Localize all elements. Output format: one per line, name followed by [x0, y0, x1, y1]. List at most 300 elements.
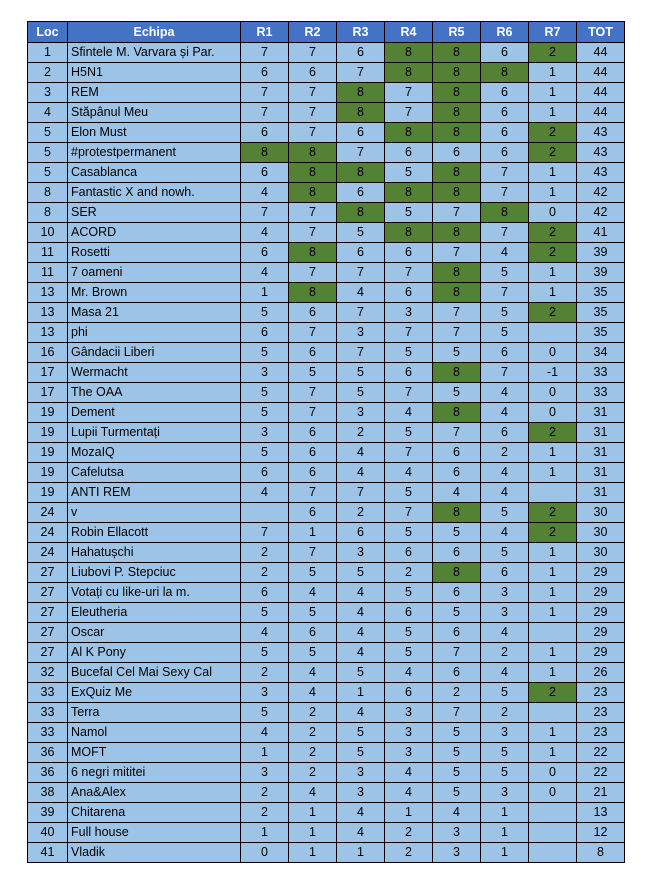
rank-cell: 39 — [28, 803, 68, 823]
round-score-cell: 8 — [433, 103, 481, 123]
round-score-cell: 4 — [385, 463, 433, 483]
round-score-cell: 5 — [385, 583, 433, 603]
header-r6: R6 — [481, 22, 529, 43]
rank-cell: 27 — [28, 623, 68, 643]
rank-cell: 4 — [28, 103, 68, 123]
round-score-cell: 7 — [481, 363, 529, 383]
round-score-cell: 5 — [337, 223, 385, 243]
round-score-cell: 1 — [529, 563, 577, 583]
rank-cell: 19 — [28, 403, 68, 423]
round-score-cell: 0 — [241, 843, 289, 863]
round-score-cell: 3 — [337, 323, 385, 343]
team-name-cell: H5N1 — [68, 63, 241, 83]
team-name-cell: Rosetti — [68, 243, 241, 263]
round-score-cell: 7 — [481, 183, 529, 203]
round-score-cell: 4 — [337, 703, 385, 723]
round-score-cell: 6 — [241, 123, 289, 143]
round-score-cell: 5 — [481, 763, 529, 783]
round-score-cell: 5 — [289, 603, 337, 623]
round-score-cell: 5 — [433, 603, 481, 623]
rank-cell: 16 — [28, 343, 68, 363]
round-score-cell: 7 — [385, 503, 433, 523]
round-score-cell: 3 — [241, 363, 289, 383]
team-name-cell: Al K Pony — [68, 643, 241, 663]
round-score-cell: 2 — [241, 543, 289, 563]
table-row — [28, 183, 625, 203]
round-score-cell: 8 — [433, 223, 481, 243]
table-row — [28, 743, 625, 763]
round-score-cell: 2 — [337, 503, 385, 523]
table-row — [28, 603, 625, 623]
round-score-cell: 4 — [337, 643, 385, 663]
round-score-cell: 1 — [241, 283, 289, 303]
team-name-cell: Vladik — [68, 843, 241, 863]
round-score-cell: 8 — [337, 163, 385, 183]
round-score-cell: 2 — [289, 723, 337, 743]
round-score-cell: 1 — [289, 843, 337, 863]
round-score-cell: 7 — [289, 223, 337, 243]
round-score-cell: 2 — [529, 423, 577, 443]
header-echipa: Echipa — [68, 22, 241, 43]
round-score-cell: 6 — [241, 163, 289, 183]
total-score-cell: 33 — [577, 383, 625, 403]
round-score-cell: 5 — [289, 563, 337, 583]
round-score-cell: 8 — [433, 183, 481, 203]
round-score-cell: 6 — [481, 83, 529, 103]
round-score-cell: 7 — [289, 263, 337, 283]
round-score-cell: -1 — [529, 363, 577, 383]
table-row — [28, 683, 625, 703]
team-name-cell: Lupii Turmentați — [68, 423, 241, 443]
round-score-cell: 2 — [529, 523, 577, 543]
round-score-cell: 6 — [289, 423, 337, 443]
total-score-cell: 44 — [577, 83, 625, 103]
rank-cell: 24 — [28, 543, 68, 563]
round-score-cell: 1 — [385, 803, 433, 823]
round-score-cell: 4 — [289, 683, 337, 703]
round-score-cell: 5 — [433, 383, 481, 403]
round-score-cell: 3 — [241, 683, 289, 703]
round-score-cell: 6 — [241, 323, 289, 343]
round-score-cell: 8 — [433, 563, 481, 583]
team-name-cell: Liubovi P. Stepciuc — [68, 563, 241, 583]
round-score-cell: 8 — [337, 103, 385, 123]
round-score-cell: 8 — [433, 263, 481, 283]
rank-cell: 27 — [28, 603, 68, 623]
round-score-cell: 6 — [385, 243, 433, 263]
round-score-cell: 4 — [337, 443, 385, 463]
round-score-cell: 1 — [337, 843, 385, 863]
round-score-cell: 5 — [337, 663, 385, 683]
round-score-cell: 1 — [529, 663, 577, 683]
rank-cell: 17 — [28, 363, 68, 383]
round-score-cell: 0 — [529, 783, 577, 803]
total-score-cell: 41 — [577, 223, 625, 243]
round-score-cell: 5 — [433, 783, 481, 803]
table-row — [28, 363, 625, 383]
round-score-cell: 5 — [241, 303, 289, 323]
rank-cell: 27 — [28, 583, 68, 603]
team-name-cell: Eleutheria — [68, 603, 241, 623]
round-score-cell: 0 — [529, 383, 577, 403]
rank-cell: 19 — [28, 483, 68, 503]
round-score-cell: 7 — [481, 283, 529, 303]
round-score-cell: 6 — [385, 363, 433, 383]
round-score-cell: 3 — [385, 303, 433, 323]
table-row — [28, 143, 625, 163]
round-score-cell: 8 — [481, 63, 529, 83]
table-row — [28, 523, 625, 543]
round-score-cell: 5 — [241, 403, 289, 423]
round-score-cell: 7 — [385, 443, 433, 463]
team-name-cell: Terra — [68, 703, 241, 723]
table-row — [28, 783, 625, 803]
team-name-cell: Fantastic X and nowh. — [68, 183, 241, 203]
round-score-cell: 2 — [241, 783, 289, 803]
round-score-cell: 2 — [529, 243, 577, 263]
round-score-cell: 4 — [481, 523, 529, 543]
round-score-cell: 2 — [385, 563, 433, 583]
round-score-cell: 7 — [385, 263, 433, 283]
round-score-cell: 5 — [241, 443, 289, 463]
round-score-cell: 8 — [481, 203, 529, 223]
round-score-cell: 7 — [385, 323, 433, 343]
round-score-cell: 0 — [529, 403, 577, 423]
rank-cell: 41 — [28, 843, 68, 863]
round-score-cell: 6 — [433, 623, 481, 643]
team-name-cell: MozaIQ — [68, 443, 241, 463]
round-score-cell: 6 — [481, 123, 529, 143]
round-score-cell: 4 — [385, 663, 433, 683]
rank-cell: 24 — [28, 503, 68, 523]
round-score-cell: 3 — [337, 763, 385, 783]
round-score-cell: 6 — [289, 343, 337, 363]
table-row — [28, 823, 625, 843]
team-name-cell: REM — [68, 83, 241, 103]
round-score-cell: 1 — [289, 523, 337, 543]
table-row — [28, 663, 625, 683]
round-score-cell: 4 — [385, 763, 433, 783]
team-name-cell: Casablanca — [68, 163, 241, 183]
table-row — [28, 83, 625, 103]
round-score-cell: 3 — [385, 723, 433, 743]
rank-cell: 8 — [28, 183, 68, 203]
team-name-cell: Bucefal Cel Mai Sexy Cal — [68, 663, 241, 683]
team-name-cell: v — [68, 503, 241, 523]
round-score-cell: 4 — [481, 383, 529, 403]
header-r3: R3 — [337, 22, 385, 43]
round-score-cell: 3 — [481, 723, 529, 743]
round-score-cell: 5 — [241, 703, 289, 723]
total-score-cell: 12 — [577, 823, 625, 843]
team-name-cell: Gândacii Liberi — [68, 343, 241, 363]
round-score-cell: 6 — [241, 583, 289, 603]
round-score-cell: 6 — [433, 463, 481, 483]
total-score-cell: 42 — [577, 203, 625, 223]
table-row — [28, 103, 625, 123]
round-score-cell: 7 — [385, 103, 433, 123]
round-score-cell: 1 — [529, 103, 577, 123]
team-name-cell: ExQuiz Me — [68, 683, 241, 703]
total-score-cell: 23 — [577, 723, 625, 743]
team-name-cell: 6 negri mititei — [68, 763, 241, 783]
round-score-cell: 7 — [337, 483, 385, 503]
round-score-cell: 5 — [337, 743, 385, 763]
rank-cell: 36 — [28, 763, 68, 783]
round-score-cell: 8 — [433, 43, 481, 63]
round-score-cell: 1 — [241, 823, 289, 843]
round-score-cell: 7 — [289, 383, 337, 403]
round-score-cell: 6 — [481, 43, 529, 63]
round-score-cell: 2 — [289, 743, 337, 763]
table-row — [28, 283, 625, 303]
round-score-cell: 8 — [289, 143, 337, 163]
round-score-cell: 8 — [289, 163, 337, 183]
header-r1: R1 — [241, 22, 289, 43]
team-name-cell: Namol — [68, 723, 241, 743]
rank-cell: 40 — [28, 823, 68, 843]
rank-cell: 11 — [28, 263, 68, 283]
round-score-cell: 5 — [481, 303, 529, 323]
header-r5: R5 — [433, 22, 481, 43]
round-score-cell: 5 — [241, 383, 289, 403]
round-score-cell: 4 — [241, 483, 289, 503]
round-score-cell: 3 — [241, 423, 289, 443]
round-score-cell: 8 — [385, 183, 433, 203]
team-name-cell: phi — [68, 323, 241, 343]
table-row — [28, 563, 625, 583]
header-r7: R7 — [529, 22, 577, 43]
round-score-cell: 6 — [481, 423, 529, 443]
rank-cell: 32 — [28, 663, 68, 683]
round-score-cell: 6 — [241, 463, 289, 483]
round-score-cell — [529, 823, 577, 843]
total-score-cell: 31 — [577, 463, 625, 483]
round-score-cell: 3 — [337, 543, 385, 563]
round-score-cell: 1 — [529, 723, 577, 743]
round-score-cell: 2 — [289, 763, 337, 783]
round-score-cell: 3 — [337, 783, 385, 803]
total-score-cell: 29 — [577, 563, 625, 583]
team-name-cell: SER — [68, 203, 241, 223]
table-row — [28, 803, 625, 823]
total-score-cell: 21 — [577, 783, 625, 803]
round-score-cell: 7 — [433, 643, 481, 663]
results-table-container — [27, 21, 625, 863]
total-score-cell: 31 — [577, 403, 625, 423]
team-name-cell: Dement — [68, 403, 241, 423]
table-row — [28, 303, 625, 323]
round-score-cell — [529, 483, 577, 503]
round-score-cell: 2 — [529, 683, 577, 703]
round-score-cell: 7 — [337, 63, 385, 83]
total-score-cell: 23 — [577, 683, 625, 703]
round-score-cell: 1 — [289, 803, 337, 823]
round-score-cell: 6 — [289, 503, 337, 523]
round-score-cell: 2 — [241, 803, 289, 823]
round-score-cell: 6 — [433, 583, 481, 603]
table-row — [28, 63, 625, 83]
rank-cell: 3 — [28, 83, 68, 103]
round-score-cell: 1 — [529, 283, 577, 303]
round-score-cell: 7 — [433, 423, 481, 443]
round-score-cell: 4 — [289, 783, 337, 803]
round-score-cell: 4 — [337, 463, 385, 483]
total-score-cell: 43 — [577, 123, 625, 143]
round-score-cell: 8 — [385, 63, 433, 83]
round-score-cell: 7 — [289, 203, 337, 223]
round-score-cell: 1 — [529, 183, 577, 203]
total-score-cell: 22 — [577, 743, 625, 763]
round-score-cell: 3 — [481, 603, 529, 623]
header-loc: Loc — [28, 22, 68, 43]
rank-cell: 5 — [28, 163, 68, 183]
round-score-cell: 7 — [433, 323, 481, 343]
team-name-cell: Masa 21 — [68, 303, 241, 323]
table-row — [28, 623, 625, 643]
total-score-cell: 22 — [577, 763, 625, 783]
table-row — [28, 323, 625, 343]
round-score-cell: 4 — [481, 663, 529, 683]
round-score-cell: 4 — [241, 183, 289, 203]
round-score-cell: 6 — [289, 623, 337, 643]
header-tot: TOT — [577, 22, 625, 43]
round-score-cell: 5 — [433, 343, 481, 363]
round-score-cell: 1 — [481, 843, 529, 863]
round-score-cell: 4 — [385, 403, 433, 423]
round-score-cell: 2 — [241, 663, 289, 683]
total-score-cell: 29 — [577, 623, 625, 643]
round-score-cell: 1 — [529, 163, 577, 183]
total-score-cell: 30 — [577, 503, 625, 523]
round-score-cell: 8 — [433, 503, 481, 523]
rank-cell: 33 — [28, 683, 68, 703]
round-score-cell: 5 — [385, 343, 433, 363]
round-score-cell: 8 — [433, 403, 481, 423]
round-score-cell: 6 — [433, 443, 481, 463]
round-score-cell — [241, 503, 289, 523]
round-score-cell: 7 — [433, 203, 481, 223]
round-score-cell: 2 — [481, 703, 529, 723]
team-name-cell: Stăpânul Meu — [68, 103, 241, 123]
rank-cell: 2 — [28, 63, 68, 83]
round-score-cell — [529, 843, 577, 863]
round-score-cell: 7 — [337, 263, 385, 283]
table-body — [28, 43, 625, 863]
team-name-cell: Full house — [68, 823, 241, 843]
round-score-cell: 1 — [529, 543, 577, 563]
rank-cell: 13 — [28, 303, 68, 323]
table-row — [28, 583, 625, 603]
round-score-cell: 1 — [529, 583, 577, 603]
round-score-cell: 6 — [289, 443, 337, 463]
round-score-cell: 4 — [481, 483, 529, 503]
round-score-cell: 4 — [337, 823, 385, 843]
round-score-cell: 2 — [385, 823, 433, 843]
round-score-cell: 4 — [481, 403, 529, 423]
total-score-cell: 35 — [577, 323, 625, 343]
header-row — [28, 22, 625, 43]
rank-cell: 13 — [28, 283, 68, 303]
round-score-cell: 0 — [529, 203, 577, 223]
round-score-cell: 4 — [241, 723, 289, 743]
team-name-cell: ACORD — [68, 223, 241, 243]
round-score-cell: 6 — [289, 303, 337, 323]
round-score-cell: 4 — [289, 663, 337, 683]
round-score-cell: 7 — [337, 303, 385, 323]
round-score-cell: 6 — [289, 463, 337, 483]
rank-cell: 19 — [28, 463, 68, 483]
round-score-cell: 7 — [289, 403, 337, 423]
team-name-cell: Elon Must — [68, 123, 241, 143]
round-score-cell: 4 — [241, 623, 289, 643]
round-score-cell: 1 — [289, 823, 337, 843]
round-score-cell: 7 — [481, 163, 529, 183]
rank-cell: 36 — [28, 743, 68, 763]
round-score-cell: 2 — [529, 503, 577, 523]
round-score-cell: 4 — [337, 623, 385, 643]
table-row — [28, 503, 625, 523]
round-score-cell: 5 — [385, 203, 433, 223]
rank-cell: 33 — [28, 723, 68, 743]
rank-cell: 27 — [28, 563, 68, 583]
round-score-cell: 4 — [337, 603, 385, 623]
round-score-cell: 6 — [481, 343, 529, 363]
round-score-cell: 6 — [337, 43, 385, 63]
total-score-cell: 29 — [577, 603, 625, 623]
round-score-cell: 4 — [481, 243, 529, 263]
team-name-cell: Oscar — [68, 623, 241, 643]
round-score-cell: 8 — [241, 143, 289, 163]
round-score-cell: 4 — [241, 223, 289, 243]
rank-cell: 5 — [28, 123, 68, 143]
rank-cell: 5 — [28, 143, 68, 163]
round-score-cell: 3 — [241, 763, 289, 783]
table-row — [28, 403, 625, 423]
table-row — [28, 203, 625, 223]
round-score-cell: 5 — [289, 363, 337, 383]
rank-cell: 17 — [28, 383, 68, 403]
round-score-cell: 3 — [433, 843, 481, 863]
header-r4: R4 — [385, 22, 433, 43]
round-score-cell: 4 — [289, 583, 337, 603]
round-score-cell: 5 — [433, 523, 481, 543]
round-score-cell: 7 — [289, 543, 337, 563]
round-score-cell: 7 — [241, 523, 289, 543]
round-score-cell: 7 — [385, 383, 433, 403]
rank-cell: 13 — [28, 323, 68, 343]
round-score-cell: 7 — [481, 223, 529, 243]
round-score-cell: 7 — [337, 343, 385, 363]
round-score-cell — [529, 703, 577, 723]
round-score-cell: 6 — [241, 243, 289, 263]
rank-cell: 8 — [28, 203, 68, 223]
table-row — [28, 263, 625, 283]
round-score-cell: 2 — [481, 443, 529, 463]
total-score-cell: 35 — [577, 283, 625, 303]
round-score-cell: 1 — [529, 63, 577, 83]
rank-cell: 38 — [28, 783, 68, 803]
round-score-cell: 1 — [529, 603, 577, 623]
round-score-cell: 2 — [289, 703, 337, 723]
team-name-cell: MOFT — [68, 743, 241, 763]
team-name-cell: Ana&Alex — [68, 783, 241, 803]
round-score-cell: 8 — [433, 123, 481, 143]
total-score-cell: 30 — [577, 523, 625, 543]
round-score-cell: 8 — [433, 363, 481, 383]
rank-cell: 11 — [28, 243, 68, 263]
round-score-cell: 4 — [385, 783, 433, 803]
